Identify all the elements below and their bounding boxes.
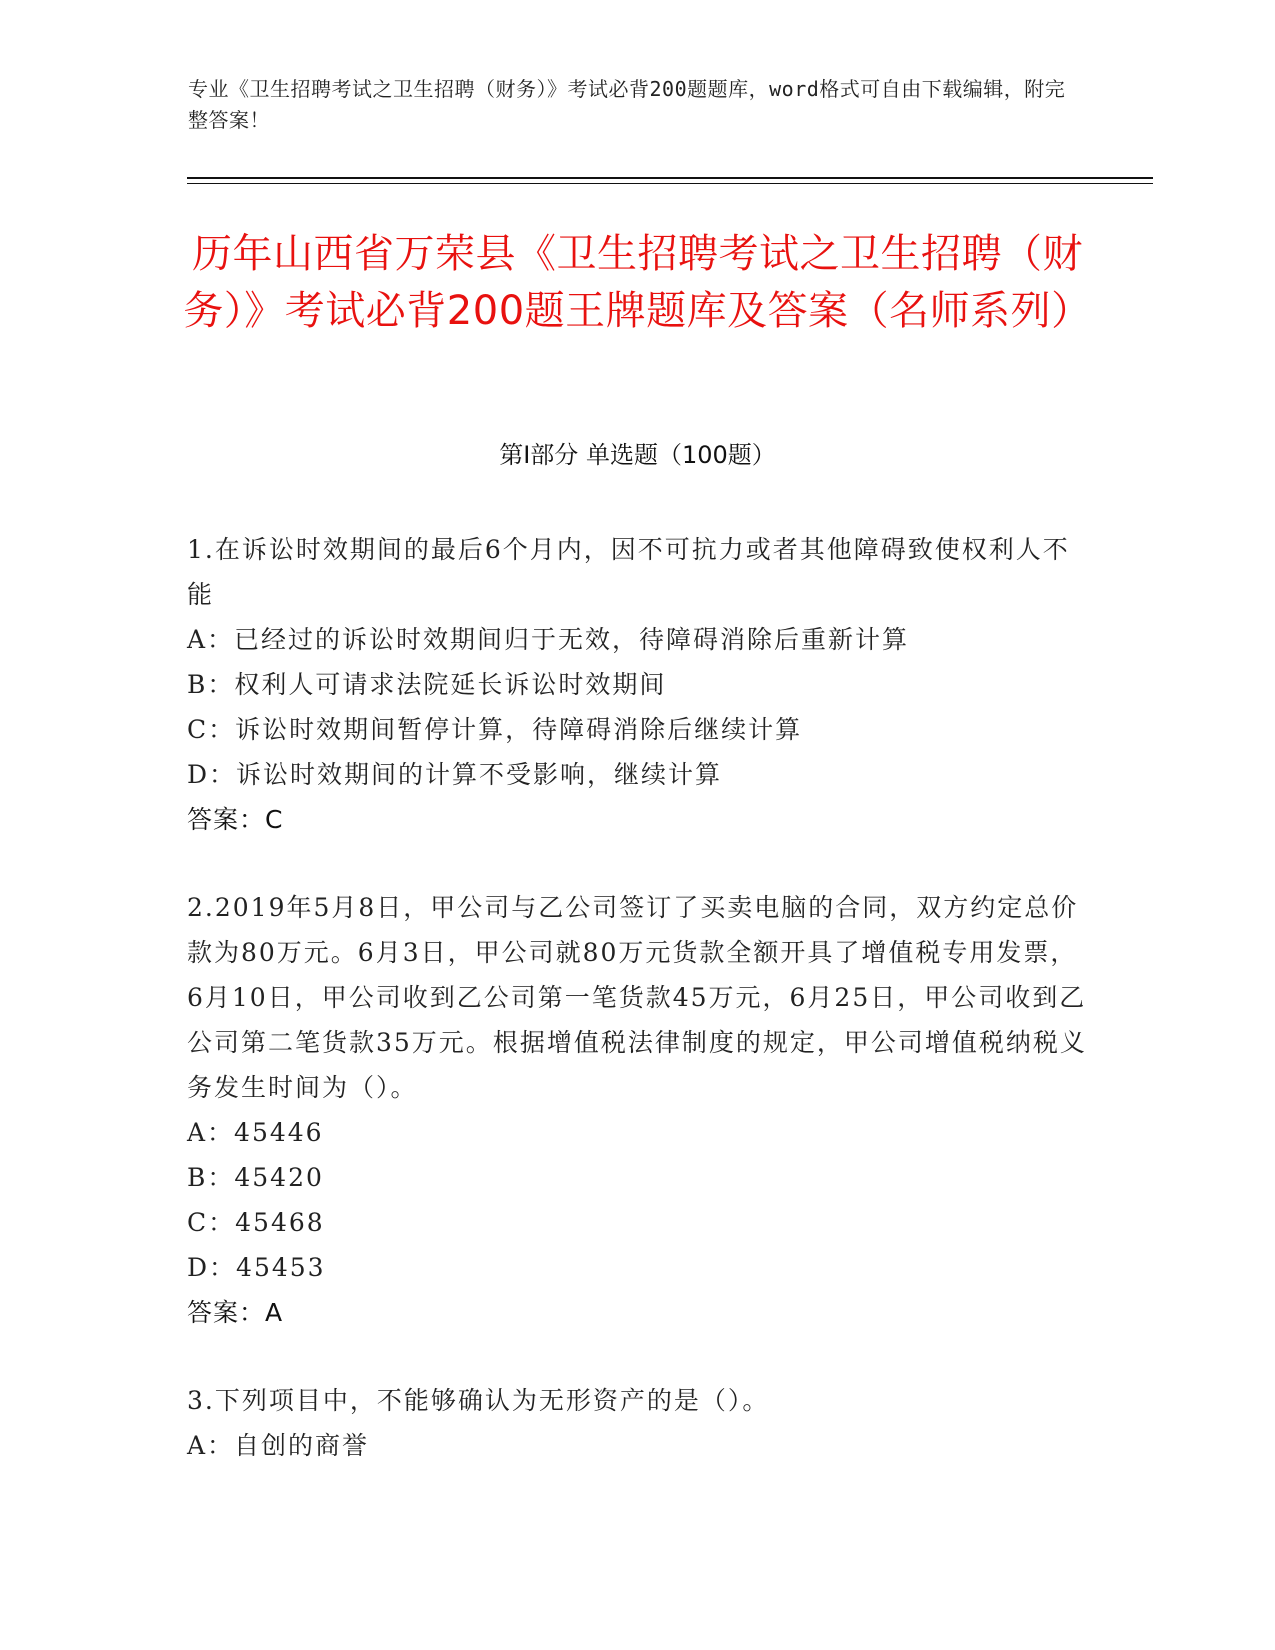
header-divider-thick <box>187 177 1153 179</box>
question-3 <box>187 1378 1087 1468</box>
section-title: 第Ⅰ部分 单选题（100题） <box>499 441 776 469</box>
question-stem: 3.下列项目中，不能够确认为无形资产的是（）。 <box>187 1386 770 1415</box>
option-a: A：已经过的诉讼时效期间归于无效，待障碍消除后重新计算 <box>187 625 910 654</box>
option-d: D：诉讼时效期间的计算不受影响，继续计算 <box>187 760 723 789</box>
document-title: 历年山西省万荣县《卫生招聘考试之卫生招聘（财务）》考试必背200题王牌题库及答案（名师系列） <box>183 231 1092 334</box>
question-1 <box>187 527 1087 842</box>
option-a: A：45446 <box>187 1118 324 1147</box>
option-c: C：45468 <box>187 1208 325 1237</box>
question-stem: 2.2019年5月8日，甲公司与乙公司签订了买卖电脑的合同，双方约定总价款为80万元。6月3日，甲公司就80万元货款全额开具了增值税专用发票，6月10日，甲公司收到乙公司第一笔货款45万元，6月25日，甲公司收到乙公司第二笔货款35万元。根据增值税法律制度的规定，甲公司增值税纳税义务发生时间为（）。 <box>187 893 1087 1102</box>
option-d: D：45453 <box>187 1253 326 1282</box>
option-a: A：自创的商誉 <box>187 1431 370 1460</box>
header-divider-thin <box>187 183 1153 184</box>
option-c: C：诉讼时效期间暂停计算，待障碍消除后继续计算 <box>187 715 803 744</box>
question-spacer <box>187 1335 1087 1378</box>
option-b: B：权利人可请求法院延长诉讼时效期间 <box>187 670 667 699</box>
answer: 答案：A <box>187 1298 284 1327</box>
question-spacer <box>187 842 1087 885</box>
option-b: B：45420 <box>187 1163 324 1192</box>
answer: 答案：C <box>187 805 284 834</box>
question-2 <box>187 885 1087 1335</box>
header-note: 专业《卫生招聘考试之卫生招聘（财务）》考试必背200题题库，word格式可自由下载编辑，附完整答案！ <box>188 77 1066 132</box>
question-list <box>187 527 1087 1468</box>
question-stem: 1.在诉讼时效期间的最后6个月内，因不可抗力或者其他障碍致使权利人不能 <box>187 535 1070 609</box>
